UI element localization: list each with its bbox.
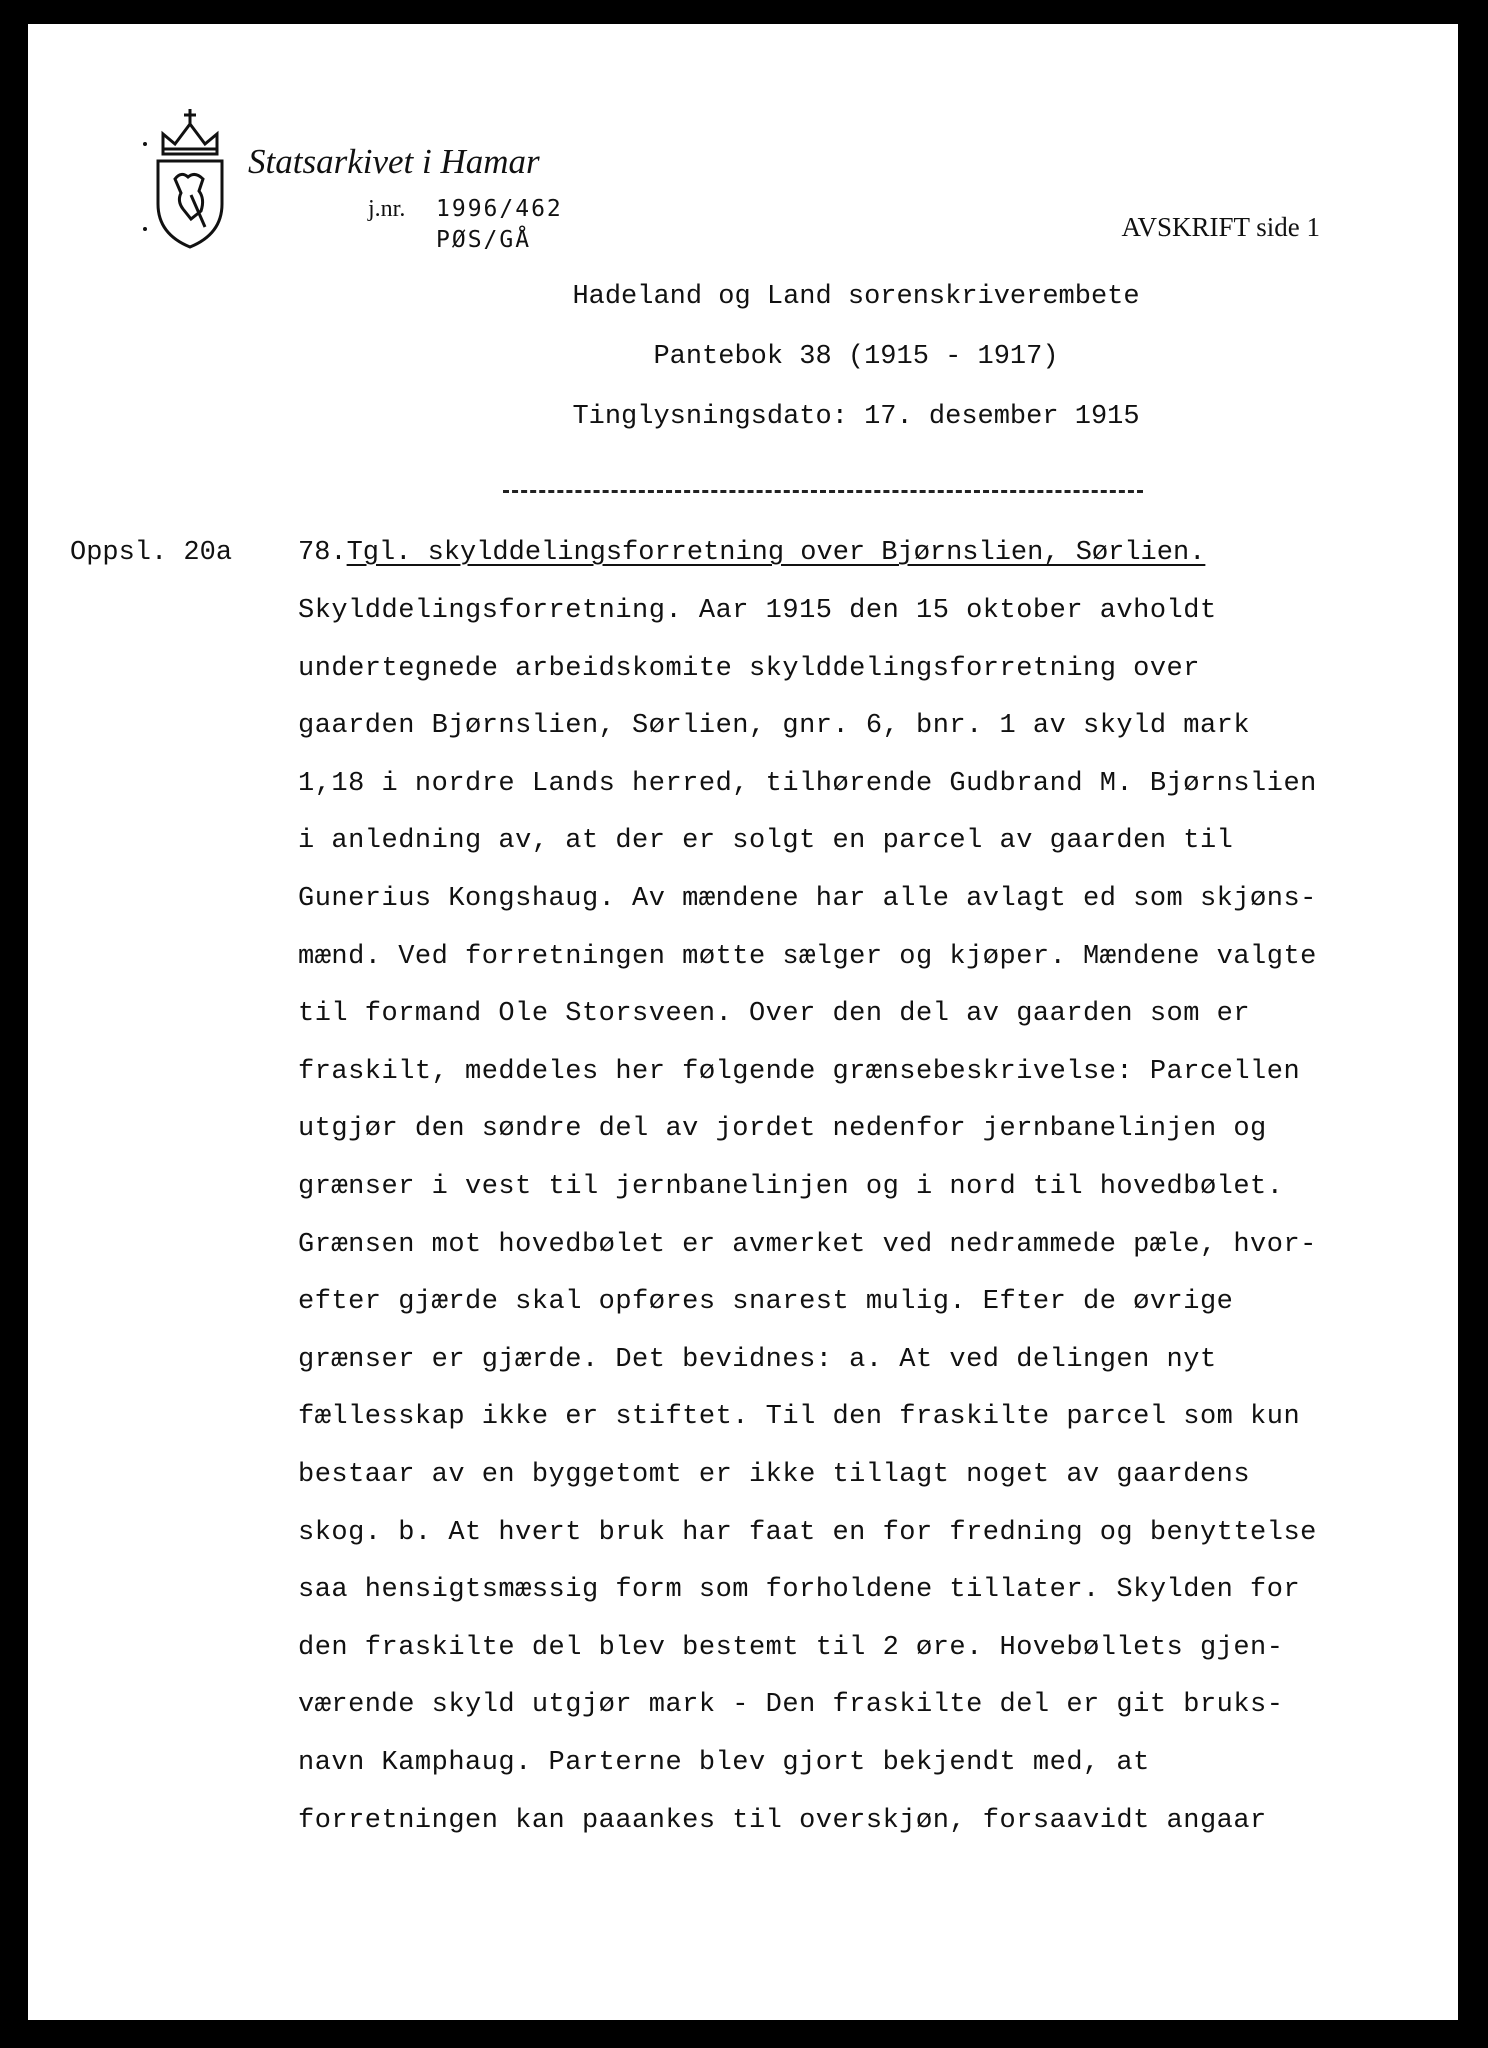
- entry-body-line: grænser er gjærde. Det bevidnes: a. At ved delingen nyt: [298, 1344, 1217, 1375]
- coat-of-arms-icon: [133, 99, 248, 249]
- entry-body-line: undertegnede arbeidskomite skylddelingsforretning over: [298, 653, 1200, 684]
- entry-body-line: 1,18 i nordre Lands herred, tilhørende Gudbrand M. Bjørnslien: [298, 768, 1317, 799]
- entry-body-line: utgjør den søndre del av jordet nedenfor jernbanelinjen og: [298, 1114, 1267, 1145]
- office-heading: Hadeland og Land sorenskriverembete: [572, 282, 1140, 312]
- entry-body-line: saa hensigtsmæssig form som forholdene tillater. Skylden for: [298, 1575, 1301, 1606]
- entry-number: 78.: [298, 538, 347, 568]
- entry-body-line: Skylddelingsforretning. Aar 1915 den 15 oktober avholdt: [298, 596, 1217, 626]
- book-heading: Pantebok 38 (1915 - 1917): [653, 342, 1059, 372]
- journal-number-value: 1996/462: [436, 196, 563, 222]
- entry-body-line: Gunerius Kongshaug. Av mændene har alle avlagt ed som skjøns-: [298, 884, 1317, 914]
- avskrift-page-label: AVSKRIFT side 1: [1121, 212, 1320, 242]
- entry-body-line: forretningen kan paaankes til overskjøn, forsaavidt angaar: [298, 1805, 1267, 1836]
- entry-body-line: bestaar av en byggetomt er ikke tillagt noget av gaardens: [298, 1460, 1251, 1490]
- journal-signature: PØS/GÅ: [436, 227, 532, 253]
- dashed-divider: [503, 490, 1143, 493]
- margin-reference: Oppsl. 20a: [70, 538, 233, 568]
- entry-body-line: fællesskap ikke er stiftet. Til den fraskilte parcel som kun: [298, 1402, 1301, 1433]
- entry-body-line: grænser i vest til jernbanelinjen og i nord til hovedbølet.: [298, 1172, 1284, 1202]
- entry-body-line: fraskilt, meddeles her følgende grænsebeskrivelse: Parcellen: [298, 1056, 1301, 1087]
- entry-body-line: navn Kamphaug. Parterne blev gjort bekjendt med, at: [298, 1748, 1150, 1778]
- journal-number-label: j.nr.: [368, 196, 406, 222]
- entry-body-line: skog. b. At hvert bruk har faat en for fredning og benyttelse: [298, 1517, 1317, 1548]
- entry-body-line: til formand Ole Storsveen. Over den del av gaarden som er: [298, 999, 1251, 1030]
- entry-body-line: gaarden Bjørnslien, Sørlien, gnr. 6, bnr. 1 av skyld mark: [298, 711, 1251, 742]
- document-page: [28, 24, 1458, 2020]
- entry-body-line: efter gjærde skal opføres snarest mulig. Efter de øvrige: [298, 1287, 1234, 1318]
- entry-body-line: mænd. Ved forretningen møtte sælger og kjøper. Mændene valgte: [298, 941, 1317, 972]
- date-heading: Tinglysningsdato: 17. desember 1915: [572, 402, 1140, 432]
- entry-body-line: den fraskilte del blev bestemt til 2 øre. Hovebøllets gjen-: [298, 1632, 1284, 1663]
- entry-title-text: Tgl. skylddelingsforretning over Bjørnslien, Sørlien.: [346, 538, 1206, 568]
- archive-name: Statsarkivet i Hamar: [248, 142, 540, 181]
- entry-body-line: i anledning av, at der er solgt en parcel av gaarden til: [298, 826, 1234, 857]
- entry-title: [298, 538, 1205, 568]
- entry-body-line: Grænsen mot hovedbølet er avmerket ved nedrammede pæle, hvor-: [298, 1229, 1317, 1260]
- entry-body-line: værende skyld utgjør mark - Den fraskilte del er git bruks-: [298, 1690, 1284, 1721]
